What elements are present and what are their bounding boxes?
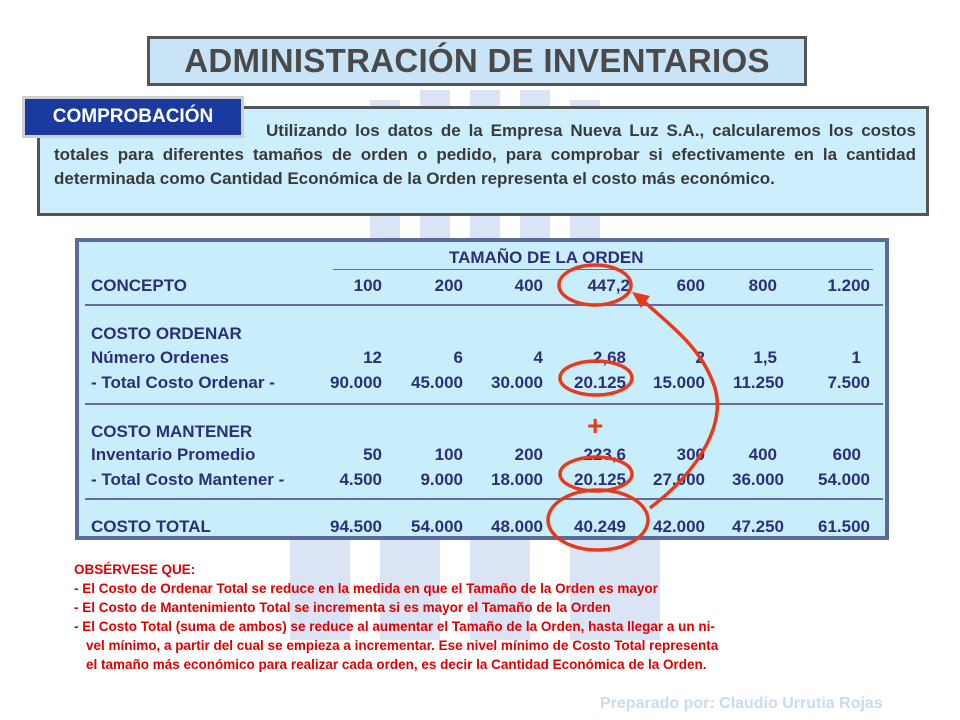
size-col-5: 600: [676, 276, 705, 295]
note-line: el tamaño más económico para realizar cada orden, es decir la Cantidad Económica de la Orden.: [86, 657, 707, 672]
cell: 4.500: [339, 470, 382, 489]
header-divider: [333, 269, 873, 270]
page-title: ADMINISTRACIÓN DE INVENTARIOS: [184, 42, 770, 79]
group-header: TAMAÑO DE LA ORDEN: [449, 248, 644, 267]
cell: 50: [363, 445, 382, 464]
cell: 36.000: [732, 470, 784, 489]
cell: 42.000: [653, 517, 705, 536]
concept-header: CONCEPTO: [91, 276, 188, 295]
size-col-3: 400: [514, 276, 543, 295]
cell: 300: [676, 445, 705, 464]
divider-3: [85, 498, 883, 500]
cell: 30.000: [491, 373, 543, 392]
plus-sign: +: [587, 410, 604, 441]
row-label-total-mantener: - Total Costo Mantener -: [91, 470, 285, 489]
cell: 1: [851, 348, 861, 367]
cell: 20.125: [574, 373, 626, 392]
cell: 61.500: [818, 517, 870, 536]
observations: [74, 560, 914, 674]
section-tab-label: COMPROBACIÓN: [52, 106, 214, 127]
row-label-total-ordenar: - Total Costo Ordenar -: [91, 373, 275, 392]
cell: 200: [514, 445, 543, 464]
cell: 94.500: [330, 517, 382, 536]
cost-table: [75, 238, 889, 540]
cell: 100: [434, 445, 463, 464]
cell: 54.000: [818, 470, 870, 489]
row-label-inventario-promedio: Inventario Promedio: [91, 445, 256, 464]
cell: 27.000: [653, 470, 705, 489]
cell: 18.000: [491, 470, 543, 489]
cell: 90.000: [330, 373, 382, 392]
cell: 400: [748, 445, 777, 464]
cell: 20.125: [574, 470, 626, 489]
size-col-2: 200: [434, 276, 463, 295]
size-col-6: 800: [748, 276, 777, 295]
intro-text: Utilizando los datos de la Empresa Nueva Luz S.A., calcularemos los costos totales para diferentes tamaños de orden o pedido, para comprobar si efectivamente en la cantidad determinada como Cantidad Económica de la Orden representa el costo más económico.: [54, 121, 916, 188]
author-credit: Preparado por: Claudio Urrutia Rojas: [600, 695, 883, 712]
cell: 1,5: [753, 348, 777, 367]
size-col-7: 1.200: [827, 276, 870, 295]
note-line: vel mínimo, a partir del cual se empieza a incrementar. Ese nivel mínimo de Costo Total representa: [86, 638, 719, 653]
cell: 12: [363, 348, 382, 367]
row-label-costo-total: COSTO TOTAL: [91, 517, 211, 536]
cell: 2: [695, 348, 705, 367]
note-line: - El Costo de Mantenimiento Total se incrementa si es mayor el Tamaño de la Orden: [74, 600, 611, 615]
notes-heading: OBSÉRVESE QUE:: [74, 562, 196, 577]
cell: 45.000: [411, 373, 463, 392]
section-title-ordenar: COSTO ORDENAR: [91, 324, 242, 343]
cell: 4: [533, 348, 543, 367]
cell: 11.250: [732, 373, 784, 392]
cell: 48.000: [491, 517, 543, 536]
cell: 9.000: [420, 470, 463, 489]
cell: 54.000: [411, 517, 463, 536]
note-line: - El Costo Total (suma de ambos) se reduce al aumentar el Tamaño de la Orden, hasta llegar a un ni-: [74, 619, 715, 634]
cell: 2,68: [592, 348, 626, 367]
row-label-numero-ordenes: Número Ordenes: [91, 348, 229, 367]
cell: 15.000: [653, 373, 705, 392]
size-col-4: 447,2: [587, 276, 630, 295]
section-title-mantener: COSTO MANTENER: [91, 422, 253, 441]
divider-1: [85, 304, 883, 306]
page-title-box: [147, 36, 807, 86]
note-line: - El Costo de Ordenar Total se reduce en la medida en que el Tamaño de la Orden es mayor: [74, 581, 658, 596]
cell: 223,6: [583, 445, 626, 464]
cell: 600: [832, 445, 861, 464]
divider-2: [85, 403, 883, 405]
section-tab: [22, 96, 244, 138]
cell: 40.249: [574, 517, 626, 536]
cell: 47.250: [732, 517, 784, 536]
cell: 7.500: [827, 373, 870, 392]
cell: 6: [453, 348, 463, 367]
size-col-1: 100: [353, 276, 382, 295]
